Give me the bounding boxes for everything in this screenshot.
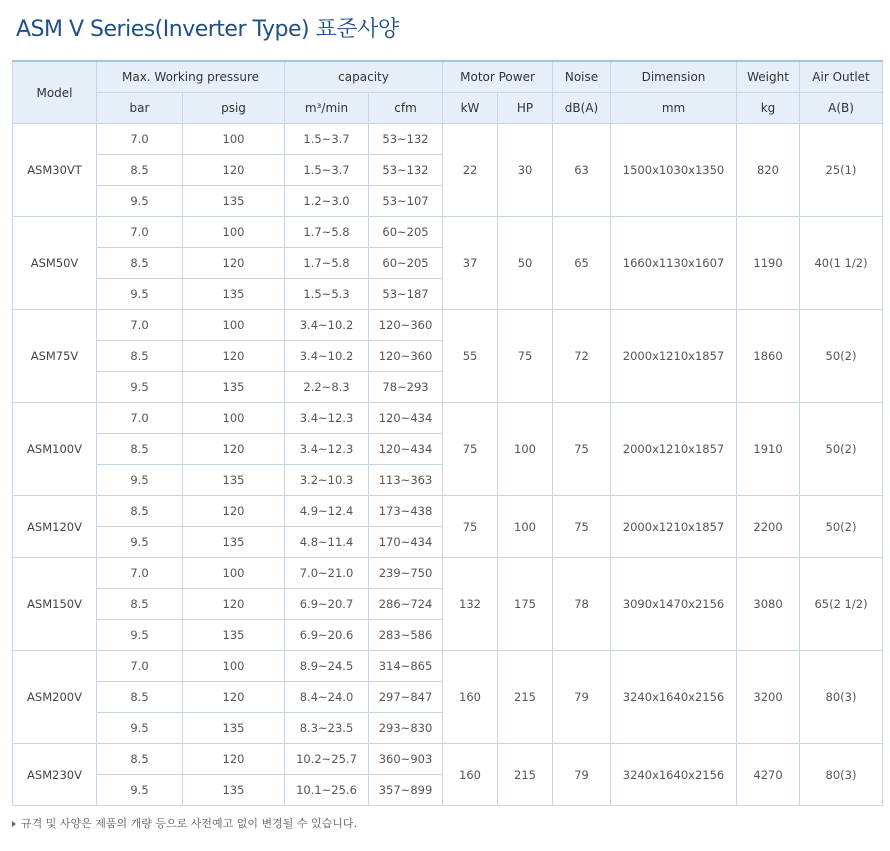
header-capacity: capacity (285, 61, 443, 93)
capacity-m3-cell: 2.2~8.3 (285, 372, 369, 403)
unit-kw: kW (443, 93, 498, 124)
model-name-cell: ASM50V (13, 217, 97, 310)
bar-cell: 8.5 (97, 434, 183, 465)
header-weight: Weight (737, 61, 800, 93)
motor-kw-cell: 75 (443, 403, 498, 496)
capacity-m3-cell: 1.2~3.0 (285, 186, 369, 217)
unit-hp: HP (498, 93, 553, 124)
dimension-cell: 2000x1210x1857 (611, 496, 737, 558)
capacity-m3-cell: 8.3~23.5 (285, 713, 369, 744)
capacity-m3-cell: 6.9~20.6 (285, 620, 369, 651)
bar-cell: 9.5 (97, 372, 183, 403)
capacity-cfm-cell: 357~899 (369, 775, 443, 806)
capacity-m3-cell: 1.7~5.8 (285, 217, 369, 248)
capacity-m3-cell: 3.4~10.2 (285, 310, 369, 341)
bar-cell: 8.5 (97, 155, 183, 186)
capacity-cfm-cell: 293~830 (369, 713, 443, 744)
capacity-cfm-cell: 170~434 (369, 527, 443, 558)
capacity-cfm-cell: 120~434 (369, 403, 443, 434)
bar-cell: 8.5 (97, 496, 183, 527)
capacity-cfm-cell: 360~903 (369, 744, 443, 775)
table-row (13, 310, 883, 341)
noise-cell: 63 (553, 124, 611, 217)
capacity-cfm-cell: 173~438 (369, 496, 443, 527)
capacity-cfm-cell: 283~586 (369, 620, 443, 651)
table-body (13, 124, 883, 806)
capacity-cfm-cell: 53~132 (369, 124, 443, 155)
psig-cell: 135 (183, 775, 285, 806)
weight-cell: 4270 (737, 744, 800, 806)
model-name-cell: ASM30VT (13, 124, 97, 217)
page-title: ASM V Series(Inverter Type) 표준사양 (16, 17, 399, 42)
dimension-cell: 3090x1470x2156 (611, 558, 737, 651)
psig-cell: 120 (183, 155, 285, 186)
weight-cell: 2200 (737, 496, 800, 558)
capacity-m3-cell: 1.5~3.7 (285, 124, 369, 155)
motor-kw-cell: 37 (443, 217, 498, 310)
capacity-m3-cell: 1.5~3.7 (285, 155, 369, 186)
header-model: Model (13, 61, 97, 124)
bar-cell: 7.0 (97, 310, 183, 341)
spec-table (12, 60, 883, 806)
motor-hp-cell: 175 (498, 558, 553, 651)
air-outlet-cell: 50(2) (800, 403, 883, 496)
model-name-cell: ASM150V (13, 558, 97, 651)
bar-cell: 9.5 (97, 279, 183, 310)
bar-cell: 9.5 (97, 527, 183, 558)
psig-cell: 120 (183, 434, 285, 465)
motor-hp-cell: 30 (498, 124, 553, 217)
model-name-cell: ASM120V (13, 496, 97, 558)
capacity-cfm-cell: 239~750 (369, 558, 443, 589)
model-name-cell: ASM230V (13, 744, 97, 806)
psig-cell: 120 (183, 341, 285, 372)
arrow-bullet-icon (12, 821, 16, 827)
unit-bar: bar (97, 93, 183, 124)
capacity-m3-cell: 3.2~10.3 (285, 465, 369, 496)
noise-cell: 75 (553, 403, 611, 496)
weight-cell: 1910 (737, 403, 800, 496)
table-row (13, 403, 883, 434)
bar-cell: 7.0 (97, 403, 183, 434)
psig-cell: 120 (183, 744, 285, 775)
motor-hp-cell: 50 (498, 217, 553, 310)
capacity-m3-cell: 10.1~25.6 (285, 775, 369, 806)
footnote-text: 규격 및 사양은 제품의 개량 등으로 사전예고 없이 변경될 수 있습니다. (21, 817, 357, 830)
air-outlet-cell: 50(2) (800, 496, 883, 558)
air-outlet-cell: 80(3) (800, 651, 883, 744)
motor-kw-cell: 22 (443, 124, 498, 217)
psig-cell: 100 (183, 124, 285, 155)
motor-hp-cell: 100 (498, 403, 553, 496)
model-name-cell: ASM100V (13, 403, 97, 496)
capacity-m3-cell: 3.4~12.3 (285, 434, 369, 465)
unit-ab: A(B) (800, 93, 883, 124)
capacity-cfm-cell: 297~847 (369, 682, 443, 713)
capacity-m3-cell: 3.4~12.3 (285, 403, 369, 434)
motor-kw-cell: 160 (443, 744, 498, 806)
unit-db: dB(A) (553, 93, 611, 124)
capacity-m3-cell: 10.2~25.7 (285, 744, 369, 775)
noise-cell: 65 (553, 217, 611, 310)
capacity-cfm-cell: 113~363 (369, 465, 443, 496)
weight-cell: 820 (737, 124, 800, 217)
noise-cell: 79 (553, 651, 611, 744)
psig-cell: 120 (183, 682, 285, 713)
bar-cell: 7.0 (97, 651, 183, 682)
noise-cell: 72 (553, 310, 611, 403)
unit-psig: psig (183, 93, 285, 124)
capacity-cfm-cell: 120~360 (369, 310, 443, 341)
header-air-outlet: Air Outlet (800, 61, 883, 93)
psig-cell: 135 (183, 279, 285, 310)
weight-cell: 1860 (737, 310, 800, 403)
air-outlet-cell: 80(3) (800, 744, 883, 806)
bar-cell: 7.0 (97, 217, 183, 248)
weight-cell: 3080 (737, 558, 800, 651)
model-name-cell: ASM200V (13, 651, 97, 744)
psig-cell: 135 (183, 465, 285, 496)
unit-mm: mm (611, 93, 737, 124)
table-row (13, 558, 883, 589)
dimension-cell: 3240x1640x2156 (611, 651, 737, 744)
capacity-m3-cell: 6.9~20.7 (285, 589, 369, 620)
air-outlet-cell: 50(2) (800, 310, 883, 403)
bar-cell: 9.5 (97, 713, 183, 744)
table-row (13, 496, 883, 527)
capacity-cfm-cell: 53~187 (369, 279, 443, 310)
dimension-cell: 3240x1640x2156 (611, 744, 737, 806)
capacity-m3-cell: 4.9~12.4 (285, 496, 369, 527)
unit-cfm: cfm (369, 93, 443, 124)
capacity-m3-cell: 1.7~5.8 (285, 248, 369, 279)
psig-cell: 135 (183, 372, 285, 403)
unit-kg: kg (737, 93, 800, 124)
noise-cell: 78 (553, 558, 611, 651)
dimension-cell: 2000x1210x1857 (611, 310, 737, 403)
motor-hp-cell: 215 (498, 744, 553, 806)
capacity-cfm-cell: 60~205 (369, 217, 443, 248)
motor-kw-cell: 132 (443, 558, 498, 651)
capacity-m3-cell: 4.8~11.4 (285, 527, 369, 558)
bar-cell: 7.0 (97, 558, 183, 589)
table-row (13, 217, 883, 248)
dimension-cell: 1500x1030x1350 (611, 124, 737, 217)
air-outlet-cell: 25(1) (800, 124, 883, 217)
capacity-cfm-cell: 120~434 (369, 434, 443, 465)
dimension-cell: 1660x1130x1607 (611, 217, 737, 310)
bar-cell: 8.5 (97, 589, 183, 620)
bar-cell: 9.5 (97, 620, 183, 651)
capacity-cfm-cell: 53~107 (369, 186, 443, 217)
unit-m3-per-min: m³/min (285, 93, 369, 124)
motor-hp-cell: 75 (498, 310, 553, 403)
bar-cell: 8.5 (97, 341, 183, 372)
header-dimension: Dimension (611, 61, 737, 93)
capacity-cfm-cell: 286~724 (369, 589, 443, 620)
psig-cell: 100 (183, 651, 285, 682)
air-outlet-cell: 40(1 1/2) (800, 217, 883, 310)
air-outlet-cell: 65(2 1/2) (800, 558, 883, 651)
psig-cell: 100 (183, 217, 285, 248)
header-motor-power: Motor Power (443, 61, 553, 93)
model-name-cell: ASM75V (13, 310, 97, 403)
motor-kw-cell: 75 (443, 496, 498, 558)
motor-kw-cell: 55 (443, 310, 498, 403)
header-noise: Noise (553, 61, 611, 93)
table-row (13, 124, 883, 155)
psig-cell: 100 (183, 403, 285, 434)
bar-cell: 8.5 (97, 248, 183, 279)
capacity-cfm-cell: 53~132 (369, 155, 443, 186)
capacity-m3-cell: 8.9~24.5 (285, 651, 369, 682)
psig-cell: 120 (183, 248, 285, 279)
capacity-cfm-cell: 120~360 (369, 341, 443, 372)
bar-cell: 8.5 (97, 744, 183, 775)
capacity-m3-cell: 1.5~5.3 (285, 279, 369, 310)
bar-cell: 9.5 (97, 465, 183, 496)
psig-cell: 135 (183, 186, 285, 217)
dimension-cell: 2000x1210x1857 (611, 403, 737, 496)
capacity-cfm-cell: 78~293 (369, 372, 443, 403)
bar-cell: 7.0 (97, 124, 183, 155)
capacity-m3-cell: 8.4~24.0 (285, 682, 369, 713)
capacity-m3-cell: 7.0~21.0 (285, 558, 369, 589)
table-row (13, 651, 883, 682)
capacity-m3-cell: 3.4~10.2 (285, 341, 369, 372)
motor-kw-cell: 160 (443, 651, 498, 744)
noise-cell: 79 (553, 744, 611, 806)
psig-cell: 100 (183, 558, 285, 589)
table-row (13, 744, 883, 775)
weight-cell: 3200 (737, 651, 800, 744)
noise-cell: 75 (553, 496, 611, 558)
capacity-cfm-cell: 60~205 (369, 248, 443, 279)
weight-cell: 1190 (737, 217, 800, 310)
header-pressure: Max. Working pressure (97, 61, 285, 93)
psig-cell: 135 (183, 620, 285, 651)
bar-cell: 9.5 (97, 186, 183, 217)
table-header (13, 61, 883, 124)
footnote (12, 815, 357, 831)
psig-cell: 100 (183, 310, 285, 341)
psig-cell: 135 (183, 713, 285, 744)
motor-hp-cell: 215 (498, 651, 553, 744)
psig-cell: 120 (183, 589, 285, 620)
bar-cell: 9.5 (97, 775, 183, 806)
capacity-cfm-cell: 314~865 (369, 651, 443, 682)
bar-cell: 8.5 (97, 682, 183, 713)
motor-hp-cell: 100 (498, 496, 553, 558)
psig-cell: 135 (183, 527, 285, 558)
psig-cell: 120 (183, 496, 285, 527)
